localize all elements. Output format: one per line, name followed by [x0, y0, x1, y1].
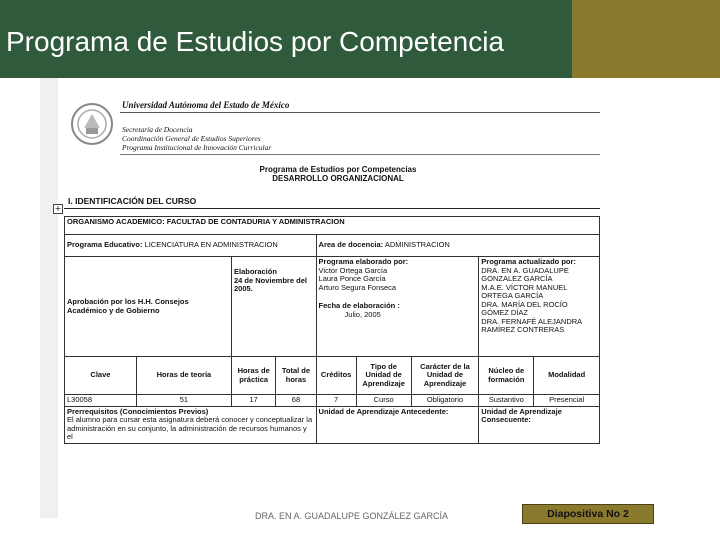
table-cell: Obligatorio — [411, 395, 479, 407]
actualizado-por-label: Programa actualizado por: — [481, 257, 576, 266]
programa-educativo-value: LICENCIATURA EN ADMINISTRACION — [144, 240, 278, 250]
elaborado-por-label: Programa elaborado por: — [318, 257, 409, 266]
prerequisitos-label: Prerrequisitos (Conocimientos Previos) — [67, 406, 209, 416]
table-cell: 17 — [232, 395, 276, 407]
programa-educativo-cell — [65, 235, 317, 257]
programa-educativo-label: Programa Educativo: — [67, 240, 143, 250]
actualizador: M.A.E. VÍCTOR MANUEL ORTEGA GARCÍA — [481, 282, 568, 300]
header-rule — [120, 112, 600, 113]
table-cell: 51 — [136, 395, 231, 407]
table-cell: Sustantivo — [479, 395, 534, 407]
organismo-cell: ORGANISMO ACADEMICO: FACULTAD DE CONTADURIA Y ADMINISTRACION — [65, 217, 600, 235]
course-identification-table — [64, 216, 600, 444]
left-shade — [40, 78, 58, 518]
university-seal-icon — [70, 102, 114, 146]
actualizador: DRA. MARÍA DEL ROCÍO GÓMEZ DÍAZ — [481, 299, 568, 317]
secretaria: Secretaría de Docencia — [122, 125, 193, 134]
elaboracion-cell — [232, 257, 317, 357]
table-cell: L30058 — [65, 395, 137, 407]
coordinacion: Coordinación General de Estudios Superiores — [122, 134, 261, 143]
elaboracion-date: 24 de Noviembre del 2005. — [234, 275, 307, 293]
area-docencia-label: Area de docencia: — [318, 240, 384, 250]
area-docencia-cell — [316, 235, 599, 257]
table-cell: 68 — [276, 395, 316, 407]
program-title: Programa de Estudios por Competencias — [259, 165, 417, 174]
table-cell: 7 — [316, 395, 356, 407]
expand-icon[interactable]: + — [54, 204, 62, 213]
column-header: Horas de práctica — [232, 357, 276, 395]
column-header: Horas de teoría — [136, 357, 231, 395]
table-cell: Curso — [356, 395, 411, 407]
column-header: Clave — [65, 357, 137, 395]
slide-number-badge: Diapositiva No 2 — [522, 504, 654, 524]
elaborador: Arturo Segura Fonseca — [318, 282, 397, 292]
document-image — [54, 88, 606, 468]
column-header: Núcleo de formación — [479, 357, 534, 395]
prerequisitos-text: El alumno para cursar esta asignatura deberá conocer y conceptualizar la administración en su conjunto, la administración de recursos humanos y el — [67, 415, 313, 441]
footer-author: DRA. EN A. GUADALUPE GONZÁLEZ GARCÍA — [255, 511, 449, 521]
title-accent-block — [572, 0, 720, 78]
course-name: DESARROLLO ORGANIZACIONAL — [272, 174, 404, 183]
table-cell: Presencial — [534, 395, 600, 407]
actualizador: DRA. FERNAFÉ ALEJANDRA RAMÍREZ CONTRERAS — [481, 316, 582, 334]
prerequisitos-cell — [65, 406, 317, 443]
column-header: Total de horas — [276, 357, 316, 395]
section-heading: I. IDENTIFICACIÓN DEL CURSO — [68, 196, 197, 206]
programa-institucional: Programa Institucional de Innovación Curricular — [122, 143, 272, 152]
section-rule — [64, 208, 600, 209]
elaborado-por-cell — [316, 257, 479, 357]
program-title-block — [188, 165, 488, 183]
slide-title: Programa de Estudios por Competencia — [6, 26, 505, 57]
actualizador: DRA. EN A. GUADALUPE GONZALEZ GARCÍA — [481, 265, 569, 283]
fecha-elaboracion-label: Fecha de elaboración : — [318, 301, 400, 310]
actualizado-por-cell — [479, 257, 600, 357]
university-name: Universidad Autónoma del Estado de México — [122, 100, 290, 110]
elaborador: Victor Ortega García — [318, 265, 388, 275]
elaboracion-label: Elaboración — [234, 267, 277, 276]
area-docencia-value: ADMINISTRACION — [384, 240, 450, 250]
aprobacion-cell: Aprobación por los H.H. Consejos Académico y de Gobierno — [65, 257, 232, 357]
column-header: Créditos — [316, 357, 356, 395]
header-rule-bottom — [120, 154, 600, 155]
column-header: Modalidad — [534, 357, 600, 395]
unidad-antecedente-cell: Unidad de Aprendizaje Antecedente: — [316, 406, 479, 443]
elaborador: Laura Ponce García — [318, 274, 386, 283]
column-header: Tipo de Unidad de Aprendizaje — [356, 357, 411, 395]
unidad-consecuente-cell: Unidad de Aprendizaje Consecuente: — [479, 406, 600, 443]
fecha-elaboracion-value: Julio, 2005 — [344, 309, 381, 319]
column-header: Carácter de la Unidad de Aprendizaje — [411, 357, 479, 395]
